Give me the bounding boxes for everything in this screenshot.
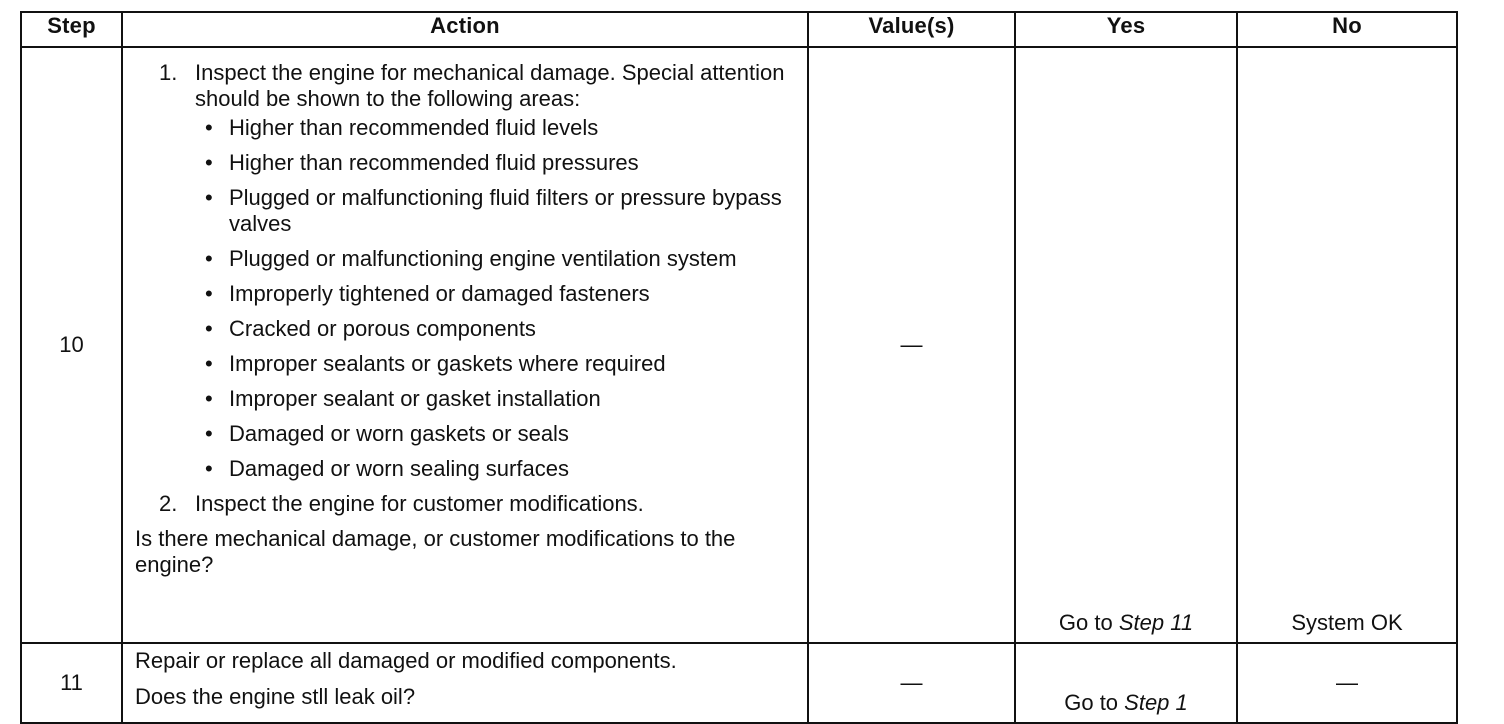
- bullet-item: [195, 316, 797, 342]
- no-dash: —: [1336, 670, 1358, 695]
- action-cell: [122, 643, 808, 723]
- step-number: 10: [21, 47, 122, 643]
- bullet-dot-icon: •: [205, 246, 213, 271]
- bullet-text: Plugged or malfunctioning fluid filters or pressure bypass valves: [229, 185, 782, 236]
- header-step: Step: [21, 12, 122, 47]
- table-row-step-10: [21, 47, 1457, 643]
- action-text: Repair or replace all damaged or modified components.: [135, 648, 677, 673]
- item-text: Inspect the engine for mechanical damage. Special attention should be shown to the following areas:: [195, 60, 785, 111]
- action-item-1: [159, 60, 797, 112]
- yes-prefix: Go to: [1058, 610, 1119, 635]
- bullet-text: Higher than recommended fluid levels: [229, 115, 599, 140]
- step-number: 11: [21, 643, 122, 723]
- bullet-text: Improper sealants or gaskets where required: [229, 351, 666, 376]
- header-yes: Yes: [1015, 12, 1237, 47]
- bullet-item: [195, 281, 797, 307]
- item-number: 1.: [159, 60, 178, 85]
- no-cell: [1237, 47, 1457, 643]
- bullet-text: Damaged or worn sealing surfaces: [229, 456, 569, 481]
- bullet-item: [195, 421, 797, 447]
- bullet-dot-icon: •: [205, 281, 213, 306]
- action-question: Does the engine stll leak oil?: [135, 684, 416, 709]
- bullet-dot-icon: •: [205, 386, 213, 411]
- bullet-dot-icon: •: [205, 316, 213, 341]
- bullet-item: [195, 115, 797, 141]
- table-row-step-11: [21, 643, 1457, 723]
- inspection-areas-list: [135, 115, 797, 482]
- bullet-text: Improperly tightened or damaged fasteners: [229, 281, 650, 306]
- bullet-dot-icon: •: [205, 115, 213, 140]
- yes-step-link[interactable]: Step 1: [1124, 690, 1188, 715]
- bullet-item: [195, 386, 797, 412]
- table-header-row: [21, 12, 1457, 47]
- bullet-item: [195, 150, 797, 176]
- value-dash: —: [900, 670, 923, 695]
- no-result: System OK: [1291, 610, 1403, 635]
- bullet-dot-icon: •: [205, 185, 213, 210]
- yes-prefix: Go to: [1064, 690, 1125, 715]
- bullet-dot-icon: •: [205, 150, 213, 175]
- bullet-text: Damaged or worn gaskets or seals: [229, 421, 569, 446]
- bullet-item: [195, 351, 797, 377]
- bullet-dot-icon: •: [205, 456, 213, 481]
- no-cell: [1237, 643, 1457, 723]
- action-cell: [122, 47, 808, 643]
- yes-cell: [1015, 643, 1237, 723]
- bullet-dot-icon: •: [205, 421, 213, 446]
- value-cell: [808, 643, 1015, 723]
- diagnostic-table: [20, 11, 1458, 724]
- bullet-text: Cracked or porous components: [229, 316, 536, 341]
- header-action: Action: [122, 12, 808, 47]
- bullet-text: Plugged or malfunctioning engine ventilation system: [229, 246, 737, 271]
- bullet-item: [195, 246, 797, 272]
- yes-cell: [1015, 47, 1237, 643]
- action-item-2: [159, 491, 797, 517]
- bullet-item: [195, 185, 797, 237]
- item-number: 2.: [159, 491, 178, 516]
- bullet-text: Improper sealant or gasket installation: [229, 386, 601, 411]
- bullet-dot-icon: •: [205, 351, 213, 376]
- header-no: No: [1237, 12, 1457, 47]
- value-cell: [808, 47, 1015, 643]
- bullet-text: Higher than recommended fluid pressures: [229, 150, 639, 175]
- bullet-item: [195, 456, 797, 482]
- header-values: Value(s): [808, 12, 1015, 47]
- item-text: Inspect the engine for customer modifications.: [195, 491, 644, 516]
- action-question: Is there mechanical damage, or customer modifications to the engine?: [135, 526, 736, 577]
- value-dash: —: [900, 332, 923, 357]
- yes-step-link[interactable]: Step 11: [1118, 610, 1194, 635]
